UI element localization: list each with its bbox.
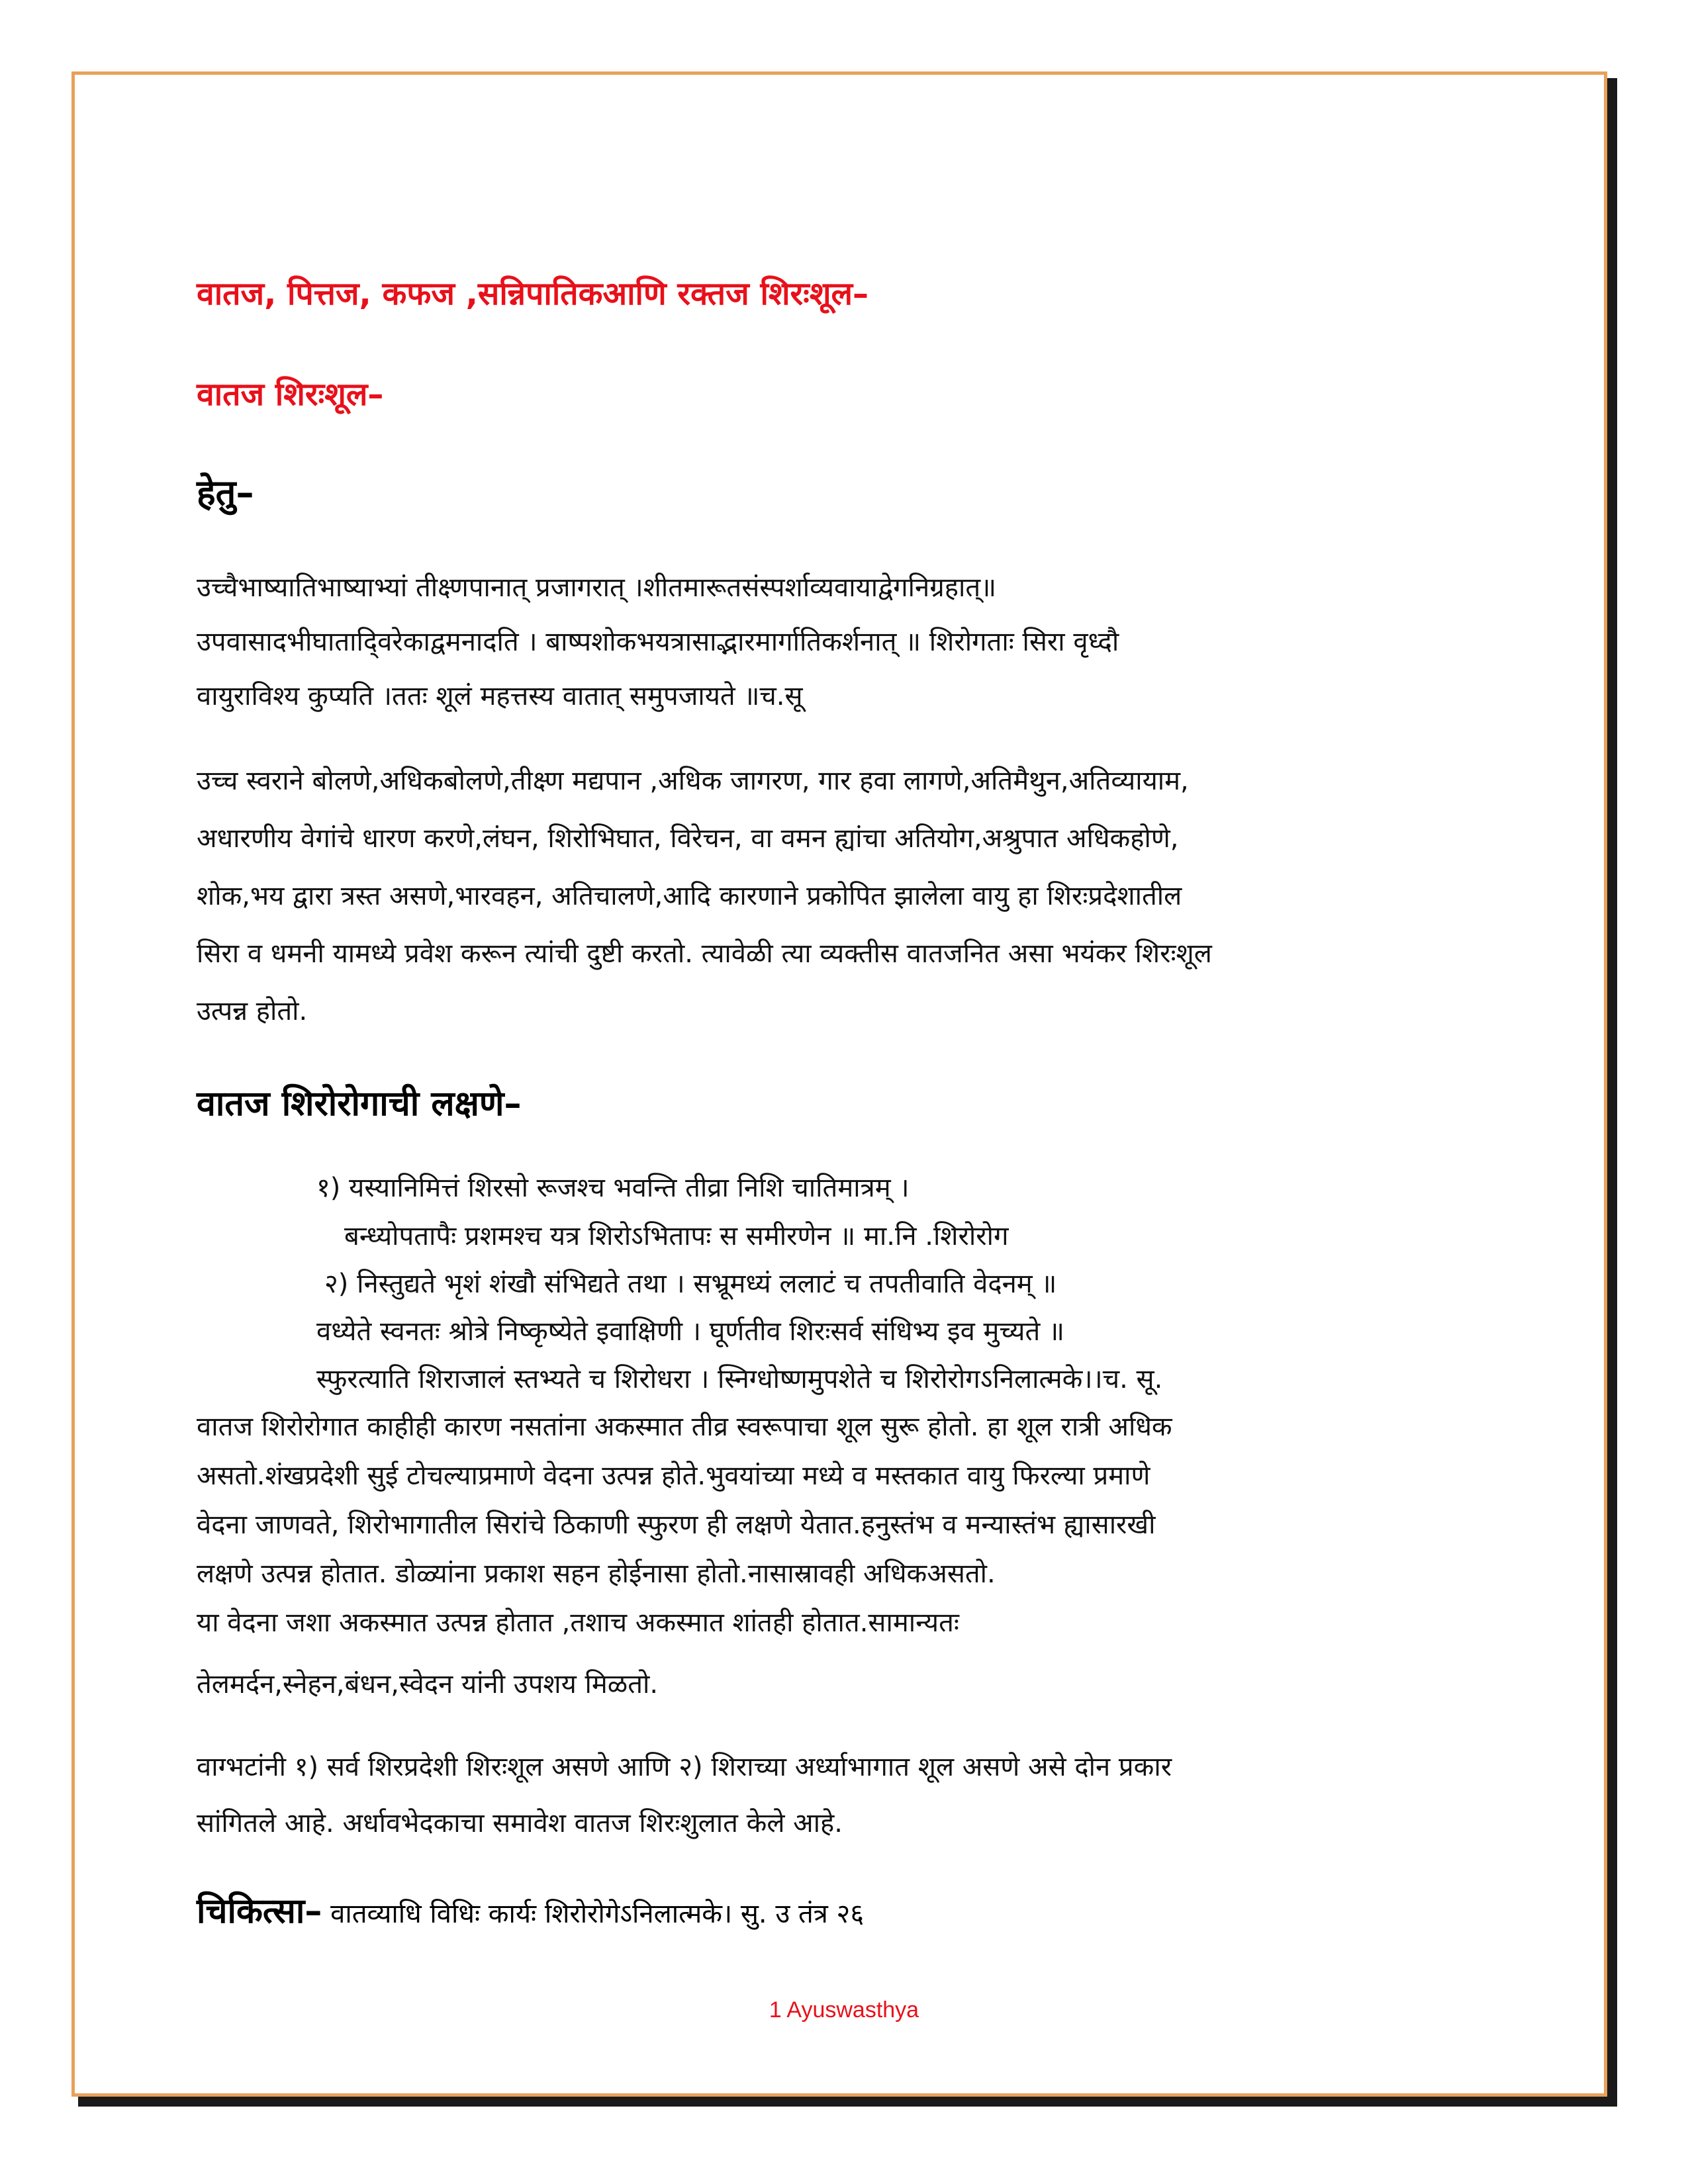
paragraph-line: लक्षणे उत्पन्न होतात. डोळ्यांना प्रकाश सहन होईनासा होतो.नासास्रावही अधिकअसतो. [197, 1559, 996, 1589]
paragraph-line: वातज शिरोरोगात काहीही कारण नसतांना अकस्मात तीव्र स्वरूपाचा शूल सुरू होतो. हा शूल रात्री अधिक [197, 1412, 1172, 1442]
paragraph-line: वाग्भटांनी १) सर्व शिरप्रदेशी शिरःशूल असणे आणि २) शिराच्या अर्ध्याभागात शूल असणे असे दोन प्रकार [197, 1752, 1172, 1782]
paragraph-line: सांगितले आहे. अर्धावभेदकाचा समावेश वातज शिरःशुलात केले आहे. [197, 1808, 843, 1839]
paragraph-line: उत्पन्न होतो. [197, 996, 308, 1026]
paragraph-line: अधारणीय वेगांचे धारण करणे,लंघन, शिरोभिघात, विरेचन, वा वमन ह्यांचा अतियोग,अश्रुपात अधिकहोणे, [197, 823, 1179, 854]
page-footer: 1 Ayuswasthya [769, 1997, 919, 2023]
page-title: वातज, पित्तज, कफज ,सन्निपातिकआणि रक्तज शिरःशूल– [197, 275, 869, 312]
quote-line: २) निस्तुद्यते भृशं शंखौ संभिद्यते तथा । सभ्रूमध्यं ललाटं च तपतीवाति वेदनम् ॥ [324, 1269, 1057, 1299]
lakshane-heading: वातज शिरोरोगाची लक्षणे– [197, 1084, 522, 1124]
sanskrit-line: वायुराविश्य कुप्यति ।ततः शूलं महत्तस्य वातात् समुपजायते ॥च.सू [197, 681, 803, 711]
paragraph-line: तेलमर्दन,स्नेहन,बंधन,स्वेदन यांनी उपशय मिळतो. [197, 1669, 659, 1700]
chikitsa-text: वातव्याधि विधिः कार्यः शिरोरोगेऽनिलात्मके। सु. उ तंत्र २६ [322, 1899, 865, 1929]
hetu-heading: हेतु– [197, 472, 254, 514]
paragraph-line: वेदना जाणवते, शिरोभागातील सिरांचे ठिकाणी स्फुरण ही लक्षणे येतात.हनुस्तंभ व मन्यास्तंभ ह्यासारखी [197, 1510, 1156, 1540]
quote-line: १) यस्यानिमित्तं शिरसो रूजश्च भवन्ति तीव्रा निशि चातिमात्रम् । [316, 1173, 910, 1203]
paragraph-line: असतो.शंखप्रदेशी सुई टोचल्याप्रमाणे वेदना उत्पन्न होते.भुवयांच्या मध्ये व मस्तकात वायु फिरल्या प्रमाणे [197, 1461, 1150, 1491]
sanskrit-line: उपवासादभीघातादि्वरेकाद्वमनादति । बाष्पशोकभयत्रासाद्भारमार्गातिकर्शनात् ॥ शिरोगताः सिरा वृध्दौ [197, 627, 1119, 657]
chikitsa-line [197, 1886, 864, 1933]
paragraph-line: शोक,भय द्वारा त्रस्त असणे,भारवहन, अतिचालणे,आदि कारणाने प्रकोपित झालेला वायु हा शिरःप्रदेशातील [197, 881, 1182, 911]
quote-line: बन्ध्योपतापैः प्रशमश्च यत्र शिरोऽभितापः स समीरणेन ॥ मा.नि .शिरोरोग [344, 1221, 1009, 1251]
paragraph-line: या वेदना जशा अकस्मात उत्पन्न होतात ,तशाच अकस्मात शांतही होतात.सामान्यतः [197, 1608, 959, 1638]
chikitsa-heading: चिकित्सा– [197, 1891, 322, 1931]
paragraph-line: सिरा व धमनी यामध्ये प्रवेश करून त्यांची दुष्टी करतो. त्यावेळी त्या व्यक्तीस वातजनित असा भयंकर शिरःशूल [197, 938, 1212, 969]
paragraph-line: उच्च स्वराने बोलणे,अधिकबोलणे,तीक्ष्ण मद्यपान ,अधिक जागरण, गार हवा लागणे,अतिमैथुन,अतिव्यायाम, [197, 766, 1189, 796]
section-subtitle: वातज शिरःशूल– [197, 376, 384, 413]
quote-line: स्फुरत्याति शिराजालं स्तभ्यते च शिरोधरा । स्निग्धोष्णमुपशेते च शिरोरोगऽनिलात्मके।।च. सू. [316, 1364, 1163, 1394]
quote-line: वध्येते स्वनतः श्रोत्रे निष्कृष्येते इवाक्षिणी । घूर्णतीव शिरःसर्व संधिभ्य इव मुच्यते ॥ [316, 1316, 1064, 1347]
sanskrit-line: उच्चैभाष्यातिभाष्याभ्यां तीक्ष्णपानात् प्रजागरात् ।शीतमारूतसंस्पर्शाव्यवायाद्वेगनिग्रहात्॥ [197, 572, 997, 603]
